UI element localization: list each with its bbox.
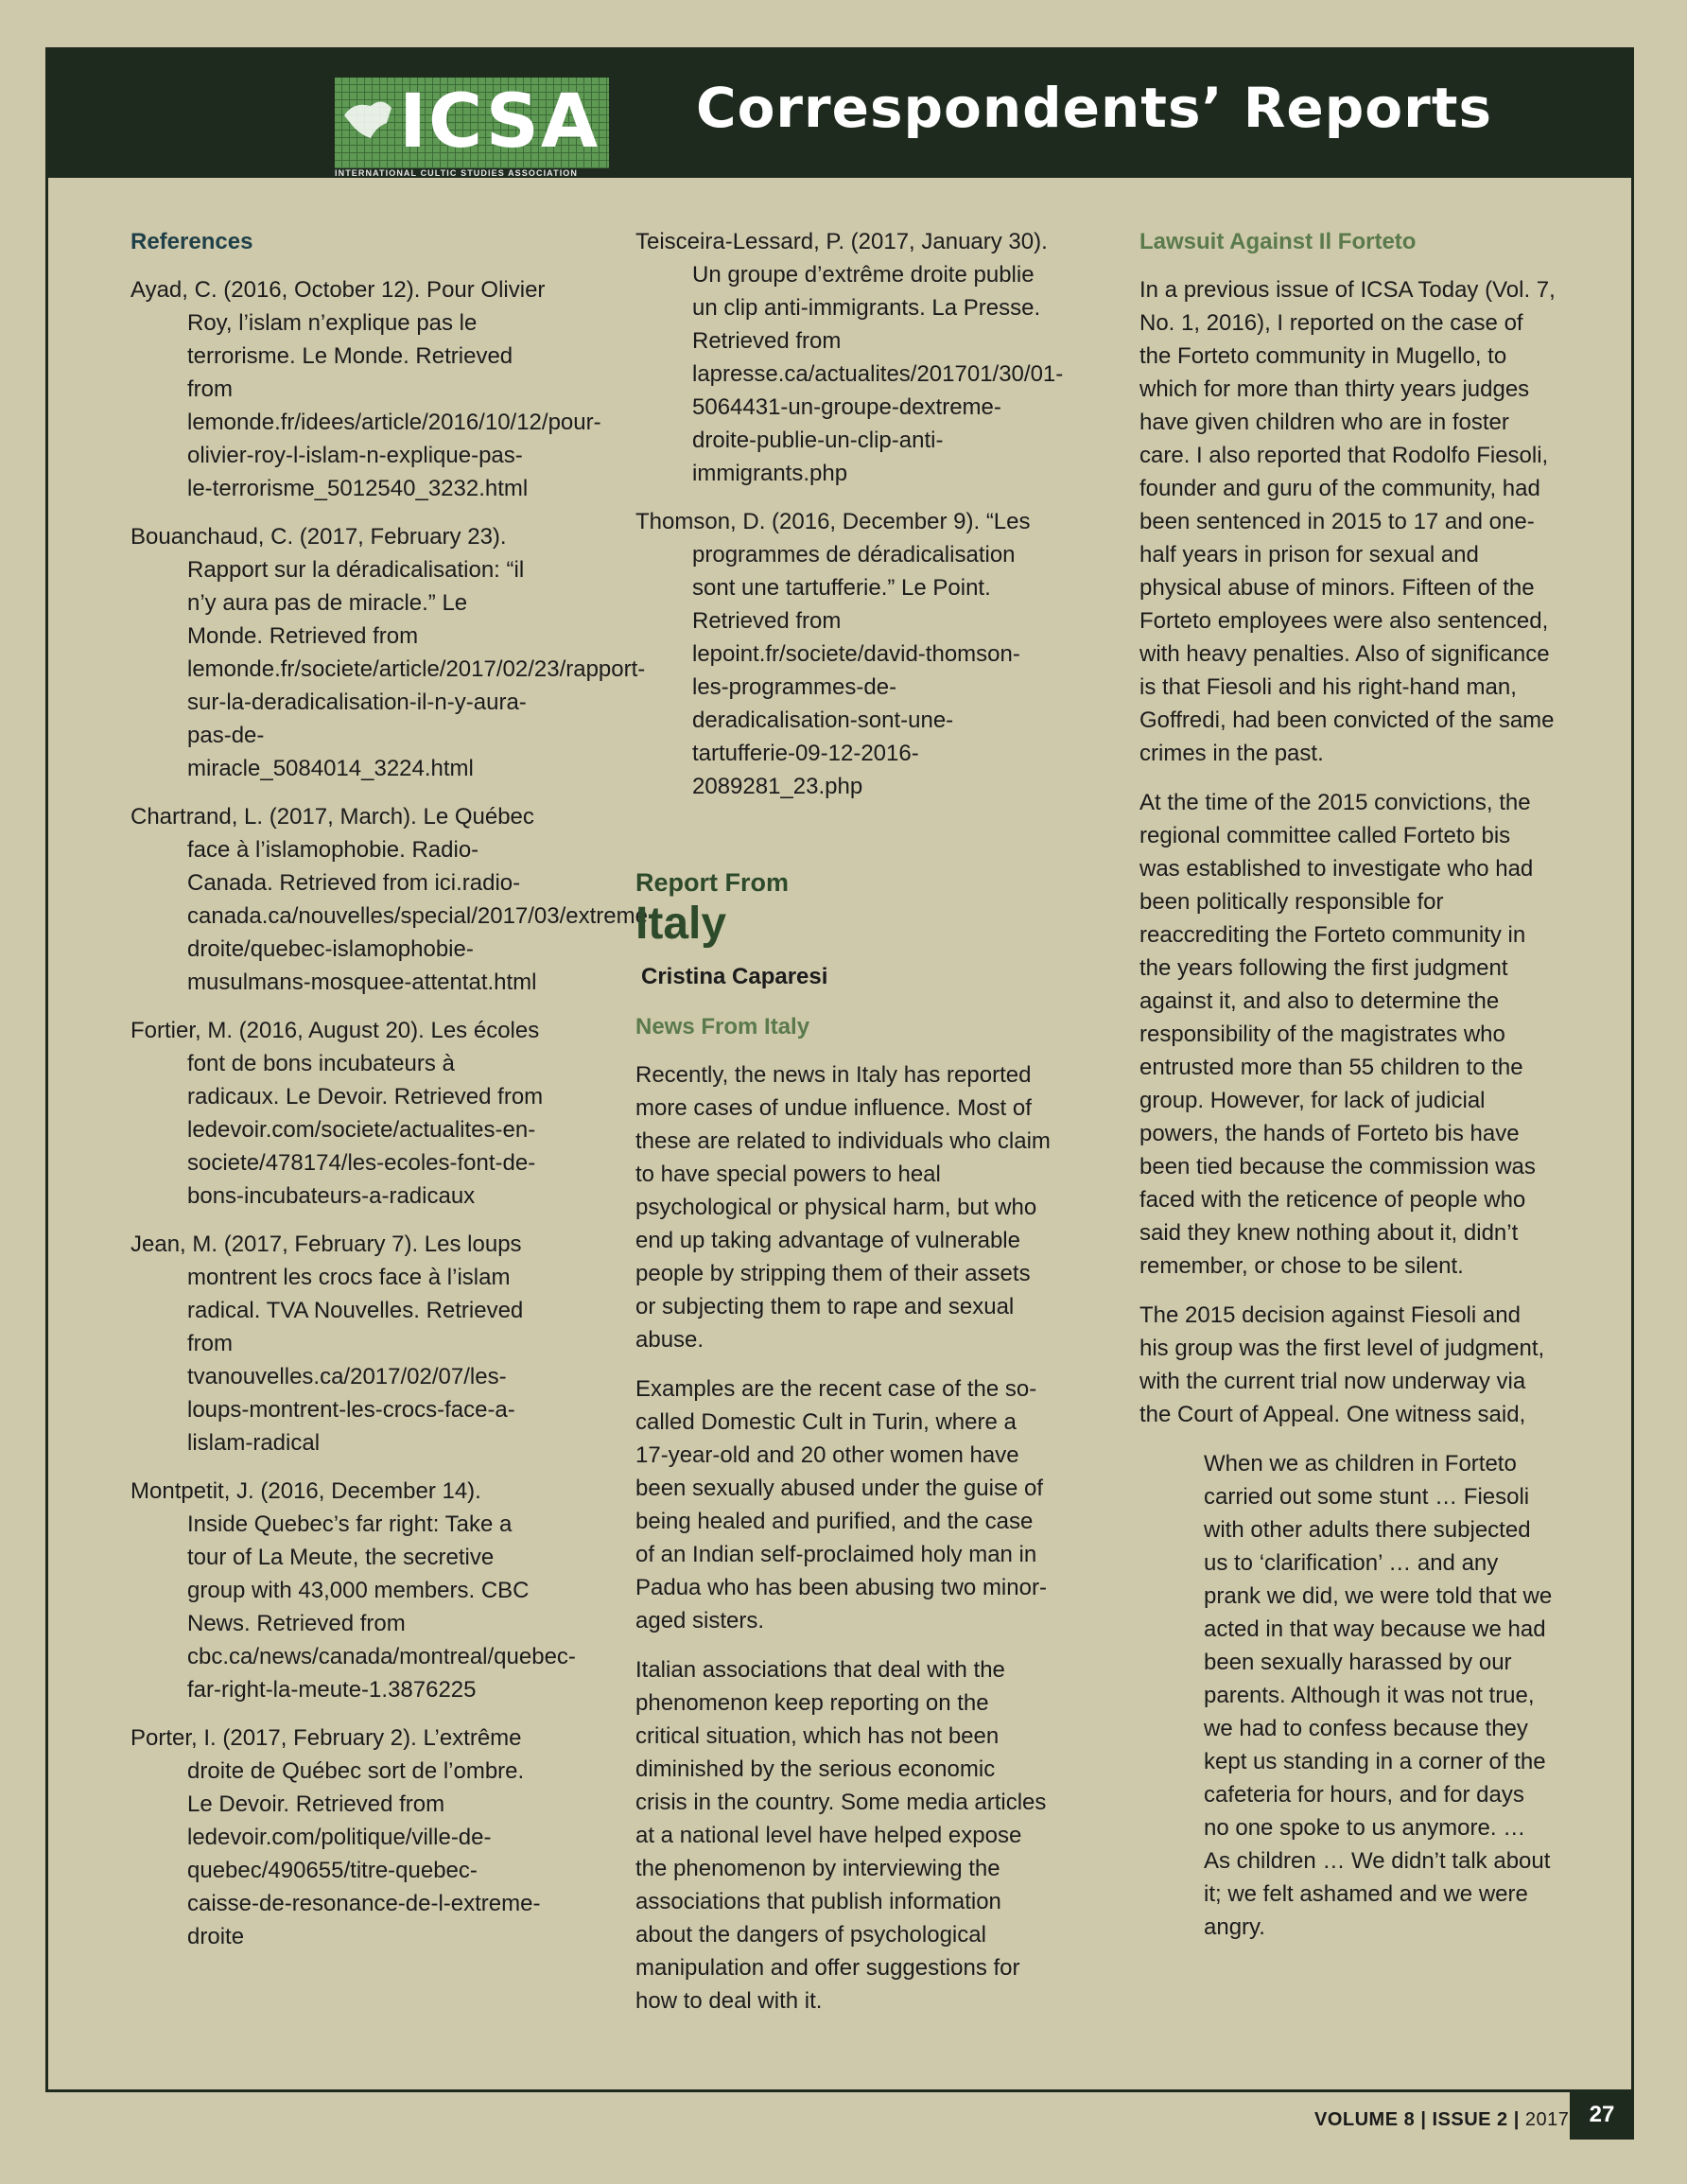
- reference-item: Teisceira-Lessard, P. (2017, January 30). Un groupe d’extrême droite publie un clip anti-immigrants. La Presse. Retrieved from lapresse.ca/actualites/201701/30/01-5064431-un-groupe-dextreme-droite-publie-un-clip-anti-immigrants.php: [635, 229, 1064, 486]
- block-quote: When we as children in Forteto carried out some stunt … Fiesoli with other adults there subjected us to ‘clarification’ … and any prank we did, we were told that we acted in that way because we had been sexually harassed by our parents. Although it was not true, we had to confess because they kept us standing in a corner of the cafeteria for hours, and for days no one spoke to us anymore. … As children … We didn’t talk about it; we felt ashamed and we were angry.: [1204, 1451, 1553, 1940]
- column-left: [130, 225, 655, 1968]
- report-from-label: Report From: [635, 868, 789, 897]
- column-right: [1139, 225, 1556, 1960]
- icsa-logo: [287, 78, 613, 206]
- footer-separator: |: [1420, 2109, 1433, 2130]
- references-heading: References: [130, 229, 253, 254]
- page-header: [45, 47, 1634, 178]
- body-paragraph: Italian associations that deal with the phenomenon keep reporting on the critical situation, which has not been diminished by the serious economic crisis in the country. Some media articles at a national level have helped expose the phenomenon by interviewing the associations that publish information about the dangers of psychological manipulation and offer suggestions for how to deal with it.: [635, 1657, 1047, 2014]
- logo-subtitle: INTERNATIONAL CULTIC STUDIES ASSOCIATION: [335, 168, 578, 178]
- footer-issue-info: [1314, 2109, 1569, 2131]
- news-subheading: News From Italy: [635, 1014, 810, 1040]
- footer-volume: VOLUME 8: [1314, 2109, 1416, 2130]
- page-number: 27: [1570, 2090, 1634, 2140]
- reference-item: Chartrand, L. (2017, March). Le Québec face à l’islamophobie. Radio-Canada. Retrieved from ici.radio-canada.ca/nouvelles/special/2017/03/extreme-droite/quebec-islamophobie-musulmans-mosquee-attentat.html: [130, 804, 655, 995]
- body-paragraph: Recently, the news in Italy has reported more cases of undue influence. Most of these are related to individuals who claim to have special powers to heal psychological or physical harm, but who end up taking advantage of vulnerable people by stripping them of their assets or subjecting them to rape and sexual abuse.: [635, 1062, 1051, 1353]
- reference-item: Thomson, D. (2016, December 9). “Les programmes de déradicalisation sont une tartufferie.” Le Point. Retrieved from lepoint.fr/societe/david-thomson-les-programmes-de-deradicalisation-sont-une-tartufferie-09-12-2016-2089281_23.php: [635, 509, 1031, 799]
- footer-year: 2017: [1524, 2109, 1570, 2130]
- reference-item: Bouanchaud, C. (2017, February 23). Rapport sur la déradicalisation: “il n’y aura pas de miracle.” Le Monde. Retrieved from lemonde.fr/societe/article/2017/02/23/rapport-sur-la-deradicalisation-il-n-y-aura-pas-de-miracle_5084014_3224.html: [130, 524, 646, 781]
- reference-item: Jean, M. (2017, February 7). Les loups montrent les crocs face à l’islam radical. TVA Nouvelles. Retrieved from tvanouvelles.ca/2017/02/07/les-loups-montrent-les-crocs-face-a-lislam-radical: [130, 1232, 524, 1456]
- footer-issue: ISSUE 2: [1432, 2109, 1508, 2130]
- reference-item: Montpetit, J. (2016, December 14). Inside Quebec’s far right: Take a tour of La Meute, the secretive group with 43,000 members. CBC News. Retrieved from cbc.ca/news/canada/montreal/quebec-far-right-la-meute-1.3876225: [130, 1478, 576, 1703]
- author-name: Cristina Caparesi: [641, 964, 828, 989]
- logo-text: ICSA: [399, 79, 600, 165]
- reference-item: Ayad, C. (2016, October 12). Pour Olivier Roy, l’islam n’explique pas le terrorisme. Le Monde. Retrieved from lemonde.fr/idees/article/2016/10/12/pour-olivier-roy-l-islam-n-explique-pas-le-terrorisme_5012540_3232.html: [130, 277, 601, 501]
- reference-item: Fortier, M. (2016, August 20). Les écoles font de bons incubateurs à radicaux. Le Devoir. Retrieved from ledevoir.com/societe/actualites-en-societe/478174/les-ecoles-font-de-bons-incubateurs-a-radicaux: [130, 1018, 544, 1209]
- reference-item: Porter, I. (2017, February 2). L’extrême droite de Québec sort de l’ombre. Le Devoir. Retrieved from ledevoir.com/politique/ville-de-quebec/490655/titre-quebec-caisse-de-resonance-de-l-extreme-droite: [130, 1725, 541, 1949]
- body-paragraph: At the time of the 2015 convictions, the regional committee called Forteto bis was established to investigate who had been politically responsible for reaccrediting the Forteto community in the years following the first judgment against it, and also to determine the responsibility of the magistrates who entrusted more than 55 children to the group. However, for lack of judicial powers, the hands of Forteto bis have been tied because the commission was faced with the reticence of people who said they knew nothing about it, didn’t remember, or chose to be silent.: [1139, 790, 1536, 1279]
- section-title: Correspondents’ Reports: [696, 76, 1492, 140]
- body-paragraph: In a previous issue of ICSA Today (Vol. 7, No. 1, 2016), I reported on the case of the Forteto community in Mugello, to which for more than thirty years judges have given children who are in foster care. I also reported that Rodolfo Fiesoli, founder and guru of the community, had been sentenced in 2015 to 17 and one-half years in prison for sexual and physical abuse of minors. Fifteen of the Forteto employees were also sentenced, with heavy penalties. Also of significance is that Fiesoli and his right-hand man, Goffredi, had been convicted of the same crimes in the past.: [1139, 277, 1556, 766]
- footer-separator: |: [1513, 2109, 1525, 2130]
- column-middle: [635, 225, 1064, 2034]
- body-paragraph: The 2015 decision against Fiesoli and his group was the first level of judgment, with the current trial now underway via the Court of Appeal. One witness said,: [1139, 1302, 1545, 1427]
- body-paragraph: Examples are the recent case of the so-called Domestic Cult in Turin, where a 17-year-old and 20 other women have been sexually abused under the guise of being healed and purified, and the case of an Indian self-proclaimed holy man in Padua who has been abusing two minor-aged sisters.: [635, 1376, 1047, 1634]
- lawsuit-subheading: Lawsuit Against Il Forteto: [1139, 229, 1417, 254]
- country-heading: Italy: [635, 899, 727, 949]
